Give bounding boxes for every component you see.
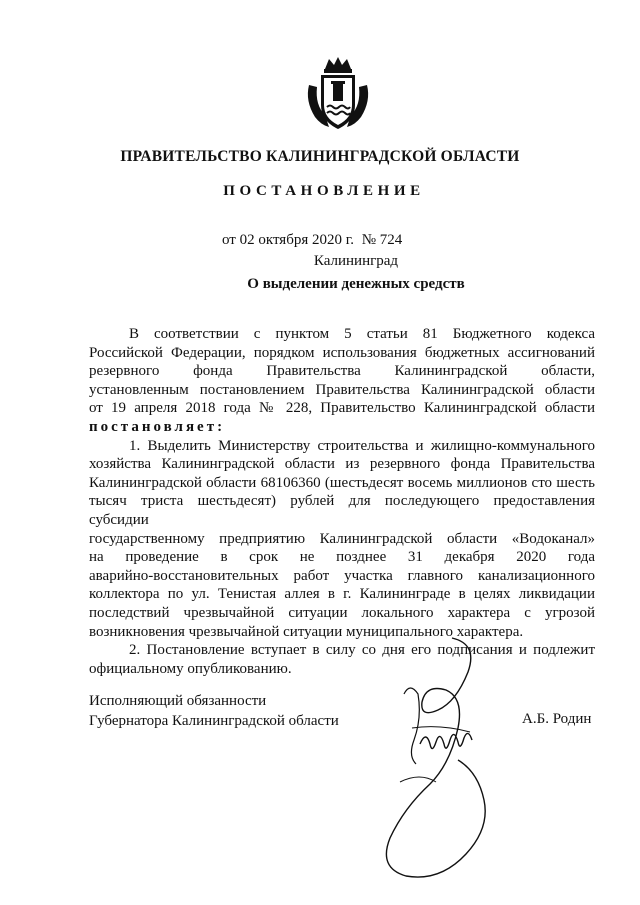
body-line: государственному предприятию Калининградской области «Водоканал» xyxy=(89,530,595,547)
organization-title: ПРАВИТЕЛЬСТВО КАЛИНИНГРАДСКОЙ ОБЛАСТИ xyxy=(120,148,520,165)
body-line: резервного фонда Правительства Калининградской области, xyxy=(89,363,595,380)
body-line: Калининградской области 68106360 (шестьдесят восемь миллионов сто шесть xyxy=(89,474,595,491)
resolution-keyword: постановляет: xyxy=(89,418,226,435)
body-line: тысяч триста шестьдесят) рублей для последующего предоставления субсидии xyxy=(89,493,595,528)
document-type: ПОСТАНОВЛЕНИЕ xyxy=(223,183,425,199)
body-line: аварийно-восстановительных работ участка главного канализационного xyxy=(89,567,595,584)
document-number: № 724 xyxy=(361,232,403,248)
document-body xyxy=(89,325,595,678)
body-line: на проведение в срок не позднее 31 декабря 2020 года xyxy=(89,549,595,566)
signatory-title-line-2: Губернатора Калининградской области xyxy=(89,713,339,729)
body-line: коллектора по ул. Тенистая аллея в г. Калининграде в целях ликвидации xyxy=(89,586,595,603)
handwritten-signature-icon xyxy=(360,632,510,882)
body-line: Российской Федерации, порядком использования бюджетных ассигнований xyxy=(89,344,595,361)
body-line: хозяйства Калининградской области из резервного фонда Правительства xyxy=(89,456,595,473)
date-number-line xyxy=(222,232,406,249)
signatory-title xyxy=(89,691,339,731)
document-date: от 02 октября 2020 г. xyxy=(222,232,354,248)
signatory-name: А.Б. Родин xyxy=(522,711,592,727)
body-line: 1. Выделить Министерству строительства и жилищно-коммунального xyxy=(129,437,595,454)
body-line: установленным постановлением Правительства Калининградской области xyxy=(89,381,595,398)
body-line: последствий чрезвычайной ситуации локального характера с угрозой xyxy=(89,604,595,621)
body-line: 2. Постановление вступает в силу со дня его подписания и подлежит xyxy=(129,642,595,659)
coat-of-arms-icon xyxy=(303,55,373,133)
body-line: возникновения чрезвычайной ситуации муниципального характера. xyxy=(89,623,524,640)
signatory-title-line-1: Исполняющий обязанности xyxy=(89,693,267,709)
body-line: В соответствии с пунктом 5 статьи 81 Бюджетного кодекса xyxy=(129,326,595,342)
document-city: Калининград xyxy=(313,253,399,269)
body-line: официальному опубликованию. xyxy=(89,660,292,677)
body-line: от 19 апреля 2018 года № 228, Правительство Калининградской области xyxy=(89,400,595,417)
document-subject: О выделении денежных средств xyxy=(247,276,465,292)
